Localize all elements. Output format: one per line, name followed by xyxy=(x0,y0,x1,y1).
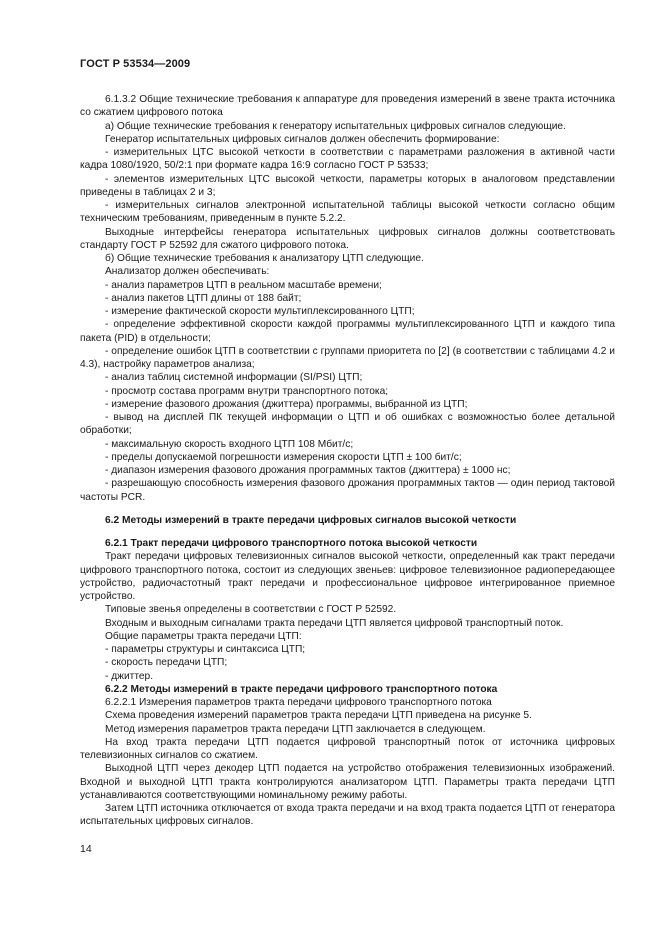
paragraph: Анализатор должен обеспечивать: xyxy=(105,266,270,278)
list-item: - анализ таблиц системной информации (SI/PSI) ЦТП; xyxy=(105,372,363,384)
section-heading-6-2: 6.2 Методы измерений в тракте передачи цифровых сигналов высокой четкости xyxy=(105,514,517,526)
paragraph: а) Общие технические требования к генератору испытательных цифровых сигналов следующие. xyxy=(105,120,566,132)
list-item: - просмотр состава программ внутри транспортного потока; xyxy=(105,385,389,397)
page-number: 14 xyxy=(80,843,92,855)
document-body xyxy=(80,93,615,829)
list-item: - измерение фактической скорости мультиплексированного ЦТП; xyxy=(105,306,415,317)
list-item: - анализ пакетов ЦТП длины от 188 байт; xyxy=(105,292,302,304)
paragraph: Генератор испытательных цифровых сигналов должен обеспечить формирование: xyxy=(105,133,500,145)
paragraph: б) Общие технические требования к анализатору ЦТП следующие. xyxy=(105,253,424,264)
paragraph: Схема проведения измерений параметров тракта передачи ЦТП приведена на рисунке 5. xyxy=(105,710,532,722)
list-item: - элементов измерительных ЦТС высокой четкости, параметры которых в аналоговом представлении приведены в таблицах 2 и 3; xyxy=(80,173,615,198)
subsection-heading-6-2-2: 6.2.2 Методы измерений в тракте передачи цифрового транспортного потока xyxy=(105,683,498,695)
paragraph: Выходные интерфейсы генератора испытательных цифровых сигналов должны соответствовать стандарту ГОСТ Р 52592 для сжатого цифрового потока. xyxy=(80,226,615,251)
list-item: - диапазон измерения фазового дрожания программных тактов (джиттера) ± 1000 нс; xyxy=(105,465,511,476)
list-item: - разрешающую способность измерения фазового дрожания программных тактов — один период тактовой частоты PCR. xyxy=(80,478,615,503)
list-item: - измерение фазового дрожания (джиттера) программы, выбранной из ЦТП; xyxy=(105,398,468,410)
list-item: - измерительных сигналов электронной испытательной таблицы высокой четкости согласно общим техническим требованиям, приведенным в пункте 5.2.2. xyxy=(80,200,615,225)
paragraph: 6.1.3.2 Общие технические требования к аппаратуре для проведения измерений в звене тракта источника со сжатием цифрового потока xyxy=(80,94,615,119)
subsection-heading-6-2-1: 6.2.1 Тракт передачи цифрового транспортного потока высокой четкости xyxy=(105,538,478,549)
paragraph: Типовые звенья определены в соответствии с ГОСТ Р 52592. xyxy=(105,604,397,616)
paragraph: Входным и выходным сигналами тракта передачи ЦТП является цифровой транспортный поток. xyxy=(105,617,564,629)
list-item: - скорость передачи ЦТП; xyxy=(105,657,228,669)
paragraph: Выходной ЦТП через декодер ЦТП подается на устройство отображения телевизионных изображений. Входной и выходной ЦТП тракта контролируются анализатором ЦТП. Параметры тракта передачи ЦТП устанавливаются соответствующими номинальному режиму работы. xyxy=(80,763,615,801)
list-item: - джиттер. xyxy=(105,670,154,682)
paragraph: 6.2.2.1 Измерения параметров тракта передачи цифрового транспортного потока xyxy=(105,697,492,708)
paragraph: Общие параметры тракта передачи ЦТП: xyxy=(105,630,302,642)
paragraph: На вход тракта передачи ЦТП подается цифровой транспортный поток от источника цифровых телевизионных сигналов со сжатием. xyxy=(80,736,615,761)
paragraph: Тракт передачи цифровых телевизионных сигналов высокой четкости, определенный как тракт передачи цифрового транспортного потока, состоит из следующих звеньев: цифровое телевизионное радиопередающее устройство, радиочастотный тракт передачи и профессиональное цифровое интегрированное приемное устройство. xyxy=(80,551,615,602)
list-item: - вывод на дисплей ПК текущей информации о ЦТП и об ошибках с возможностью более детальной обработки; xyxy=(80,412,615,437)
list-item: - пределы допускаемой погрешности измерения скорости ЦТП ± 100 бит/с; xyxy=(105,451,462,463)
list-item: - определение эффективной скорости каждой программы мультиплексированного ЦТП и каждого типа пакета (PID) в отдельности; xyxy=(80,319,615,344)
list-item: - параметры структуры и синтаксиса ЦТП; xyxy=(105,644,306,655)
list-item: - измерительных ЦТС высокой четкости в соответствии с параметрами разложения в активной части кадра 1080/1920, 50/2:1 при формате кадра 16:9 согласно ГОСТ Р 53533; xyxy=(80,147,615,172)
list-item: - определение ошибок ЦТП в соответствии с группами приоритета по [2] (в соответствии с таблицами 4.2 и 4.3), настройку параметров анализа; xyxy=(80,345,615,370)
list-item: - максимальную скорость входного ЦТП 108 Мбит/с; xyxy=(105,438,354,450)
list-item: - анализ параметров ЦТП в реальном масштабе времени; xyxy=(105,279,382,291)
paragraph: Метод измерения параметров тракта передачи ЦТП заключается в следующем. xyxy=(105,723,486,735)
document-header: ГОСТ Р 53534—2009 xyxy=(80,58,191,70)
paragraph: Затем ЦТП источника отключается от входа тракта передачи и на вход тракта подается ЦТП от генератора испытательных цифровых сигналов. xyxy=(80,803,615,828)
